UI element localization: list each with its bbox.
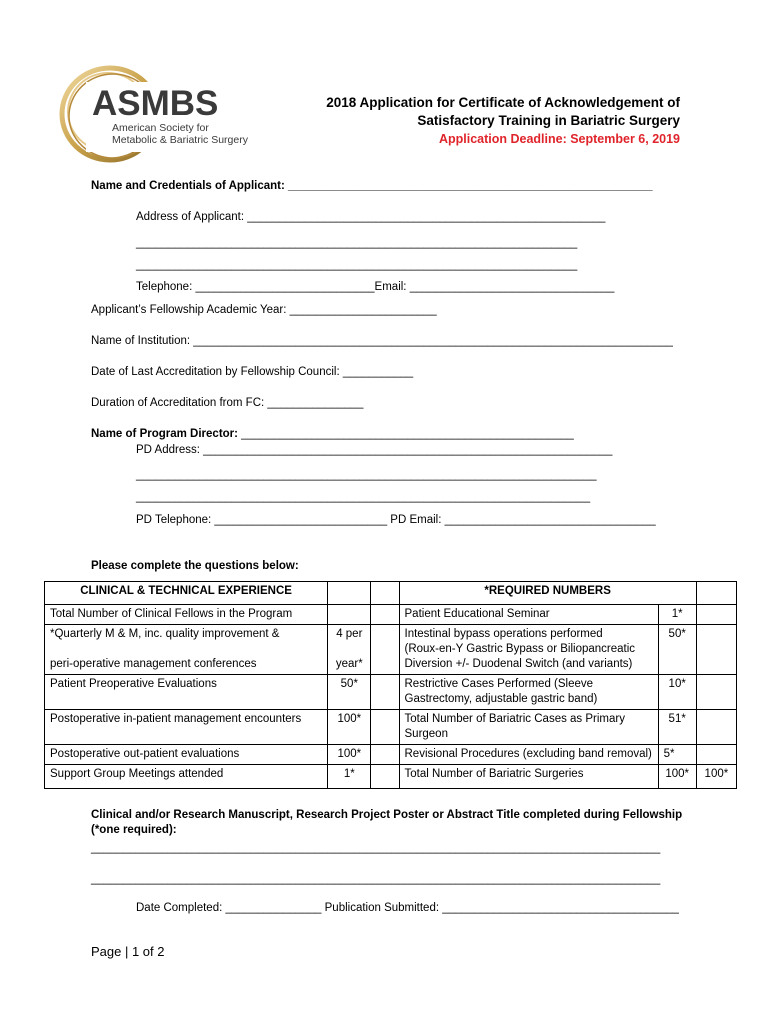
table-row xyxy=(45,675,737,710)
address-line-2[interactable]: _____________________________________________________________________ xyxy=(136,237,578,249)
row-label: Support Group Meetings attended xyxy=(45,765,328,789)
row-required-count: 100* xyxy=(328,745,371,765)
program-director-field[interactable] xyxy=(91,428,574,440)
pd-phone-email-field[interactable]: PD Telephone: ___________________________ PD Email: _________________________________ xyxy=(136,514,656,526)
questions-heading: Please complete the questions below: xyxy=(91,560,299,572)
row-label: Restrictive Cases Performed (Sleeve Gastrectomy, adjustable gastric band) xyxy=(399,675,658,710)
row-label: Total Number of Bariatric Cases as Primary Surgeon xyxy=(399,710,658,745)
row-entry-cell[interactable] xyxy=(696,605,736,625)
row-label: Total Number of Clinical Fellows in the Program xyxy=(45,605,328,625)
row-required-count: 100* xyxy=(658,765,696,789)
manuscript-title-line-1[interactable]: _________________________________________________________________________________________ xyxy=(91,842,661,854)
manuscript-heading-line1: Clinical and/or Research Manuscript, Research Project Poster or Abstract Title completed during Fellowship xyxy=(91,809,683,821)
address-line-3[interactable]: _____________________________________________________________________ xyxy=(136,259,578,271)
program-director-label: Name of Program Director: xyxy=(91,428,238,440)
row-label: Intestinal bypass operations performed (Roux-en-Y Gastric Bypass or Biliopancreatic Diversion +/- Duodenal Switch (and variants) xyxy=(399,625,658,675)
header-required-numbers: *REQUIRED NUMBERS xyxy=(399,582,696,605)
title-line1: 2018 Application for Certificate of Acknowledgement of xyxy=(326,95,680,110)
application-deadline: Application Deadline: September 6, 2019 xyxy=(438,132,680,146)
row-label: Postoperative in-patient management encounters xyxy=(45,710,328,745)
table-row xyxy=(45,745,737,765)
row-required-count: 50* xyxy=(658,625,696,675)
logo xyxy=(92,86,248,146)
row-entry-cell[interactable] xyxy=(696,625,736,675)
pd-address-line-2[interactable]: ________________________________________________________________________ xyxy=(136,469,597,481)
table-row xyxy=(45,605,737,625)
row-entry-cell[interactable] xyxy=(371,625,399,675)
address-field[interactable]: Address of Applicant: ________________________________________________________ xyxy=(136,211,606,223)
document-title xyxy=(300,94,680,148)
row-required-count: 4 per year* xyxy=(328,625,371,675)
row-required-count: 1* xyxy=(328,765,371,789)
row-required-count: 51* xyxy=(658,710,696,745)
row-label: Patient Educational Seminar xyxy=(399,605,658,625)
row-entry-cell[interactable] xyxy=(371,675,399,710)
row-entry-cell[interactable] xyxy=(696,675,736,710)
accreditation-duration-field[interactable]: Duration of Accreditation from FC: _______________ xyxy=(91,397,364,409)
table-row xyxy=(45,710,737,745)
row-label: Postoperative out-patient evaluations xyxy=(45,745,328,765)
row-entry-cell[interactable] xyxy=(371,765,399,789)
row-required-count xyxy=(328,605,371,625)
table-row xyxy=(45,625,737,675)
table-header-row xyxy=(45,582,737,605)
last-accreditation-field[interactable]: Date of Last Accreditation by Fellowship Council: ___________ xyxy=(91,366,414,378)
row-required-count: 5* xyxy=(658,745,696,765)
telephone-email-field[interactable]: Telephone: ____________________________Email: ________________________________ xyxy=(136,281,615,293)
row-required-count: 1* xyxy=(658,605,696,625)
row-entry-cell[interactable] xyxy=(696,745,736,765)
row-required-count: 100* xyxy=(328,710,371,745)
logo-line1: American Society for xyxy=(112,122,209,134)
date-publication-field[interactable]: Date Completed: _______________ Publication Submitted: _____________________________________ xyxy=(136,902,679,914)
page-number: Page | 1 of 2 xyxy=(91,944,165,959)
header-clinical-experience: CLINICAL & TECHNICAL EXPERIENCE xyxy=(45,582,328,605)
pd-address-line-3[interactable]: _______________________________________________________________________ xyxy=(136,491,591,503)
row-required-count: 50* xyxy=(328,675,371,710)
row-label: Revisional Procedures (excluding band removal) xyxy=(399,745,658,765)
row-label: Patient Preoperative Evaluations xyxy=(45,675,328,710)
logo-line2: Metabolic & Bariatric Surgery xyxy=(112,134,248,146)
row-entry-cell[interactable]: 100* xyxy=(696,765,736,789)
applicant-name-field[interactable]: Name and Credentials of Applicant: _________________________________________________________ xyxy=(91,180,653,192)
row-label: *Quarterly M & M, inc. quality improvement & peri-operative management conferences xyxy=(45,625,328,675)
row-required-count: 10* xyxy=(658,675,696,710)
program-director-line: ____________________________________________________ xyxy=(237,428,574,440)
institution-field[interactable]: Name of Institution: ___________________________________________________________________________ xyxy=(91,335,673,347)
experience-table xyxy=(44,581,737,789)
row-entry-cell[interactable] xyxy=(371,745,399,765)
table-row xyxy=(45,765,737,789)
manuscript-heading-line2: (*one required): xyxy=(91,824,177,836)
manuscript-title-line-2[interactable]: _________________________________________________________________________________________ xyxy=(91,873,661,885)
title-line2: Satisfactory Training in Bariatric Surgery xyxy=(417,113,680,128)
pd-address-field[interactable]: PD Address: ________________________________________________________________ xyxy=(136,444,613,456)
logo-abbr: ASMBS xyxy=(92,84,219,123)
fellowship-year-field[interactable]: Applicant’s Fellowship Academic Year: _______________________ xyxy=(91,304,437,316)
row-entry-cell[interactable] xyxy=(696,710,736,745)
row-entry-cell[interactable] xyxy=(371,710,399,745)
row-entry-cell[interactable] xyxy=(371,605,399,625)
row-label: Total Number of Bariatric Surgeries xyxy=(399,765,658,789)
